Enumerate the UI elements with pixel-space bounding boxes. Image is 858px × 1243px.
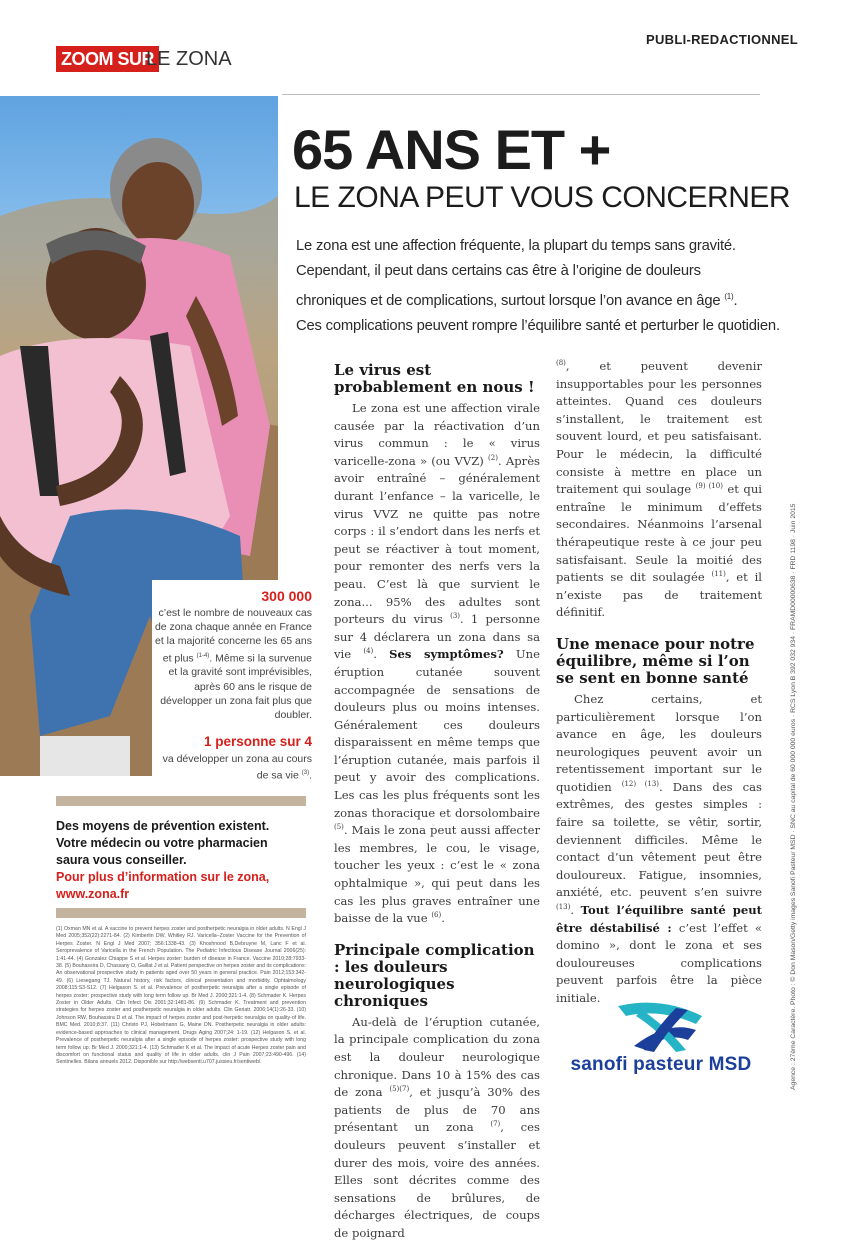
section-heading: Une menace pour notre équilibre, même si l’on se sent en bonne santé <box>556 634 755 687</box>
article-column-left <box>334 362 540 1243</box>
divider <box>282 94 760 95</box>
logo-mark-icon <box>556 1000 766 1056</box>
stat-highlight: 1 personne sur 4 <box>203 734 312 749</box>
headline: 65 ANS ET + <box>292 118 611 181</box>
legal-notice: Agence : 27ème Caractère. Photo : © Don Mason/Getty images Sanofi Pasteur MSD · SNC au capital de 60 000 000 euros · RCS Lyon B 392 032 934 · FRAMD00000638 · FRD 1198 · Juin 2015 <box>790 503 797 1090</box>
subheadline: LE ZONA PEUT VOUS CONCERNER <box>294 181 791 214</box>
article-paragraph: $^{(8)}$, et peuvent devenir insupportables pour les personnes atteintes. Quand ces douleurs s’installent, le traitement est souvent lourd, et peu satisfaisant. Pour le médecin, la difficulté consiste à mettre en place un traitement qui soulage $^{(9) (10)}$ et qui entraîne le minimum d’effets secondaires. Néanmoins l’arsenal thérapeutique reste à ce jour peu satisfaisant. Seule la moitié des patients se dit soulagée $^{(11)}$, et il n’existe pas de traitement définitif. <box>556 359 762 620</box>
sanofi-pasteur-msd-logo <box>556 1000 766 1084</box>
intro-line: chroniques et de complications, surtout lorsque l’on avance en âge $^{(1)}$. <box>296 292 738 309</box>
divider-bar <box>56 796 306 806</box>
stat-highlight-text: va développer un zona au cours de sa vie $^{(3)}$. <box>162 753 312 782</box>
stat-description: c’est le nombre de nouveaux cas de zona chaque année en France et la majorité concerne les 65 ans et plus $^{(1-4)}$. Même si la survenue et la gravité sont imprévisibles, après 60 ans le risque de développer un zona fait plus que doubler. <box>154 607 312 721</box>
stat-number: 300 000 <box>261 588 312 604</box>
logo-text: sanofi pasteur MSD <box>570 1054 752 1075</box>
zoom-sur-label: ZOOM SUR <box>56 46 159 72</box>
section-heading: Principale complication : les douleurs neurologiques chroniques <box>334 940 535 1010</box>
article-paragraph: Le zona est une affection virale causée par la réactivation d’un virus commun : le « virus varicelle-zona » (ou VVZ) $^{(2)}$. Après avoir entraîné – généralement durant l’enfance – la varicelle, le virus VVZ ne quitte pas notre corps : il s’endort dans les nerfs et peut se réactiver à tout moment, pour remonter des nerfs vers la peau. C’est là que survient le zona... 95% des adultes sont porteurs du virus $^{(3)}$. 1 personne sur 4 déclarera un zona dans sa vie $^{(4)}$. Ses symptômes? Une éruption cutanée souvent accompagnée de sensations de douleurs plus ou moins intenses. Généralement ces douleurs disparaissent en même temps que l’éruption cutanée, mais parfois il peut y avoir des complications. Les cas les plus fréquents sont les zonas thoracique et dorsolombaire $^{(5)}$. Mais le zona peut aussi affecter les membres, le cou, le visage, toucher les yeux : c’est le « zona ophtalmique », qui peut dans les cas les plus graves entraîner une baisse de la vue $^{(6)}$. <box>334 401 541 926</box>
article-paragraph: Au-delà de l’éruption cutanée, la principale complication du zona est la douleur neurologique chronique. Dans 10 à 15% des cas de zona $^{(5)(7)}$, et jusqu’à 30% des patients de plus de 70 ans présentant un zona $^{(7)}$, ces douleurs peuvent s’installer et durer des mois, voire des années. Elles sont décrites comme des sensations de brûlures, de décharges électriques, de coups de poignard <box>334 1014 541 1240</box>
article-paragraph: Chez certains, et particulièrement lorsque l’on avance en âge, les douleurs neurologiques peuvent avoir un retentissement important sur le quotidien $^{(12) (13)}$. Dans des cas extrêmes, des gestes simples : faire sa toilette, se vêtir, sortir, deviennent difficiles. Même le contact d’un vêtement peut être douloureux. Fatigue, insomnies, anxiété, etc. peuvent s’en suivre $^{(13)}$. Tout l’équilibre santé peut être déstabilisé : c’est l’effet « domino », dont le zona et ses douloureuses complications peuvent parfois être la pièce initiale. <box>556 691 763 1005</box>
references: (1) Oxman MN et al. A vaccine to prevent herpes zoster and postherpetic neuralgia in older adults. N Engl J Med 2005;352(22):2271-84. (2) Kimberlin DW, Whitley RJ. Varicella–Zoster Vaccine for the Prevention of Herpes Zoster. N Engl J Med 2007; 356:1338-43. (3) Khoshnood B,Debruyne M, Lanc F et al. Seroprevalence of Varicella in the French Population. The Pediatric Infectious Disease Journal 2006(25): 1:41-44. (4) Gonzalez Chiappe S et al. Herpes zoster: burden of disease in France. Vaccine 2010;28:7933-38. (5) Bouhassira D, Chassany O, Gaillat J et al. Patient perspective on herpes zoster and its complications: An observational prospective study in patients aged over 50 years in general practice. Pain 2012;153:342-49. (6) Liesegang TJ. Natural history, risk factors, clinical presentation and morbidity. Ophtalmology 2008;115:S3-S12. (7) Helgason S. et al. Prevalence of postherpetic neuralgia after a single episode of herpes zoster: prospective study with long term follow up. Br Med J. 2000;321:1-4. (8) Schmader K. Herpes Zoster in Older Adults. Clin Infect Dis 2001;32:1481-86. (9) Schmader K. Treatment and prevention strategies for herpes zoster and postherpetic neuralgia in older adults. Clin Geriatr. 2006;14(1):26-33. (10) Johnson RW, Bouhassira D et al. The impact of herpes zoster and post-herpetic neuralgia on quality-of life. BMC Med. 2010;8:37. (11) Christo PJ, Hobelmann G, Maine DN. Postherpetic neuralgia in older adults: evidence-based approaches to clinical management. Drugs Aging 2007;24: 1-19. (12) Helgason S. et al. Prevalence of postherpetic neuralgia after a single episode of herpes zoster: prospective study with long term follow up. Br Med J. 2000;321:1-4. (13) Schmader K et al. The impact of acute Herpes zoster pain and discomfort on functional status and quality of life in older adults. clin J Pain 2007;23:490-496. (14) Sentinelles. Bilans annuels 2012. Disponible sur http://websenti.u707.jussieu.fr/sentiweb/. <box>56 926 306 1066</box>
info-link-text[interactable]: Pour plus d’information sur le zona, www.zona.fr <box>56 870 270 901</box>
section-heading: Le virus est probablement en nous ! <box>334 361 535 396</box>
statistic-callout <box>152 580 316 780</box>
divider-bar <box>56 908 306 918</box>
section-topic: LE ZONA <box>146 48 232 70</box>
intro-line: Le zona est une affection fréquente, la plupart du temps sans gravité. <box>296 238 736 254</box>
prevention-text: Des moyens de prévention existent. Votre médecin ou votre pharmacien saura vous conseiller. <box>56 819 270 867</box>
intro-line: Cependant, il peut dans certains cas être à l’origine de douleurs <box>296 263 701 279</box>
prevention-box <box>56 818 296 903</box>
article-column-right <box>556 358 762 1008</box>
intro-line: Ces complications peuvent rompre l’équilibre santé et perturber le quotidien. <box>296 317 780 334</box>
intro-paragraph <box>296 234 780 339</box>
publi-redactionnel-label: PUBLI-REDACTIONNEL <box>645 32 798 47</box>
